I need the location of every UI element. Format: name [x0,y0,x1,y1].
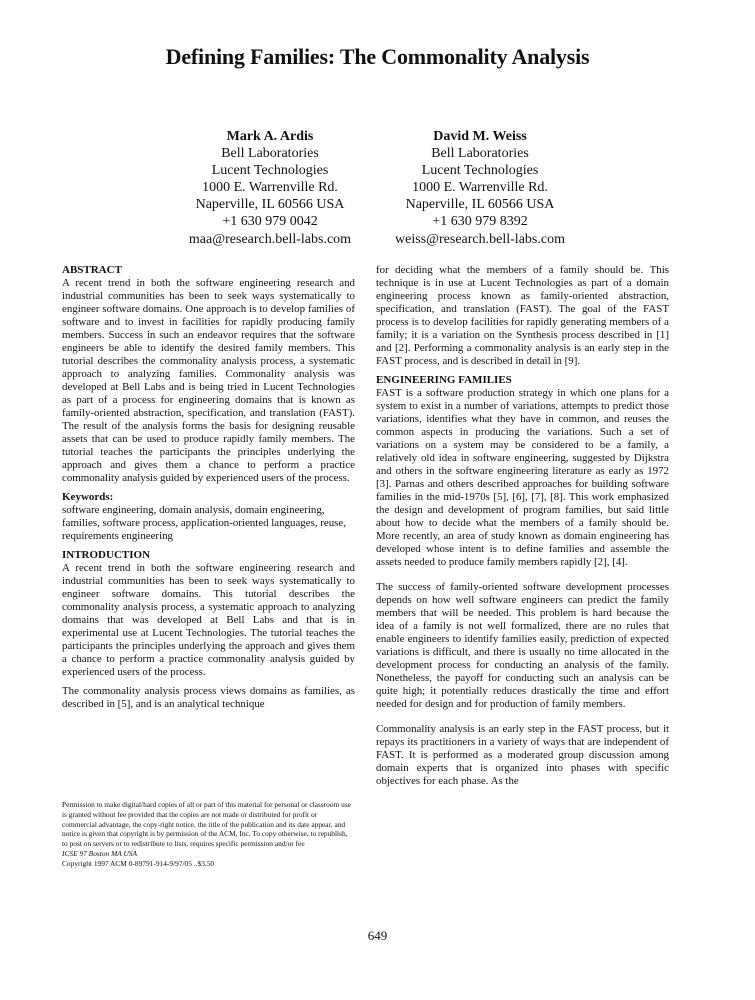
keywords-text: software engineering, domain analysis, domain engineering, families, software process, application-oriented languages, reuse, requirements engineering [62,504,346,542]
engineering-families-paragraph: FAST is a software production strategy in which one plans for a system to exist in a number of variations, attempts to predict those variations, identifies what they have in common, and reuses the common aspects in producing the variations. Such a set of variations on a system may be considered to be a family, a relatively old idea in software engineering, suggested by Dijkstra and others in the software engineering literature as early as 1972 [3]. Parnas and others described approaches for building software families in the mid-1970s [5], [6], [7], [8]. This work emphasized the design and development of program families, but said little about how to decide what the members of a family should be. More recently, an area of study known as domain engineering has developed whose intent is to define families and assemble the assets needed to produce family members rapidly [2], [4]. [376,387,669,568]
right-intro-section [376,264,669,368]
keywords-heading: Keywords: [62,491,114,503]
author-org: Bell Laboratories [431,146,529,162]
author-email: weiss@research.bell-labs.com [395,231,565,247]
author-city: Naperville, IL 60566 USA [405,197,555,213]
paper-title: Defining Families: The Commonality Analysis [165,44,590,69]
author-street: 1000 E. Warrenville Rd. [202,180,338,196]
introduction-heading: INTRODUCTION [62,549,151,561]
engineering-families-heading: ENGINEERING FAMILIES [376,374,512,386]
author-phone: +1 630 979 0042 [222,214,318,230]
abstract-heading: ABSTRACT [62,264,122,276]
author-city: Naperville, IL 60566 USA [195,197,345,213]
author-company: Lucent Technologies [421,163,539,179]
introduction-paragraph: A recent trend in both the software engineering research and industrial communities has been to seek ways systematically to engineer software domains. This tutorial describes the commonality analysis process, a systematic approach to analyzing domains that was developed at Bell Labs and that is in experimental use at Lucent Technologies. The tutorial teaches the participants the principles underlying the approach and gives them a chance to perform a practice commonality analysis guided by experienced users of the process. [62,562,355,678]
author-org: Bell Laboratories [221,146,319,162]
permission-text: Permission to make digital/hard copies of all or part of this material for personal or classroom use is granted without fee provided that the copies are not made or distributed for profit or commercial advantage, the copy-right notice, the title of the publication and its date appear, and notice is given that copyright is by permission of the ACM, Inc. To copy otherwise, to republish, to post on servers or to redistribute to lists, requires specific permission and/or fee [62,800,351,849]
abstract-text: A recent trend in both the software engineering research and industrial communities has been to seek ways systematically to engineer software domains. One approach is to develop families of software and to invest in facilities for rapidly producing family members. Success in such an endeavor requires that the software engineers be able to identify the desired family members. This tutorial describes the commonality analysis process, a systematic approach to analyzing families. Commonality analysis was developed at Bell Labs and is being tried in Lucent Technologies as part of a process for engineering domains that is known as family-oriented abstraction, specification, and translation (FAST). The result of the analysis forms the basis for designing reusable assets that can be used to produce rapidly family members. The tutorial teaches the participants the principles underlying the approach and gives them a chance to perform a practice commonality analysis guided by experienced users of the process. [62,277,355,484]
page-number: 649 [367,928,388,943]
engineering-families-paragraph: The success of family-oriented software development processes depends on how well software engineers can predict the family members that will be needed. This problem is hard because the idea of a family is not well formalized, there are no rules that enable engineers to identify families easily, prediction of expected variations is difficult, and there is usually no time allocated in the development process for conducting an analysis of the family. Nonetheless, the payoff for conducting such an analysis can be quite high; it potentially reduces drastically the time and effort needed for design and for production of family members. [376,581,669,710]
author-company: Lucent Technologies [211,163,329,179]
introduction-section [62,549,355,711]
copyright-line: Copyright 1997 ACM 0-89791-914-9/97/05 ..$3.50 [62,858,215,868]
author-name: Mark A. Ardis [226,129,314,144]
right-intro-paragraph: for deciding what the members of a family should be. This technique is in use at Lucent Technologies as part of a domain engineering process known as family-oriented abstraction, specification, and translation (FAST). The goal of the FAST process is to develop facilities for rapidly generating members of a family; it is a variation on the Synthesis process described in [1] and [2]. Performing a commonality analysis is an early step in the FAST process, and is described in detail in [9]. [376,264,669,367]
engineering-families-section [376,374,669,788]
introduction-paragraph: The commonality analysis process views domains as families, as described in [5], and is an analytical technique [62,685,355,710]
author-weiss [340,128,620,248]
author-street: 1000 E. Warrenville Rd. [412,180,548,196]
author-phone: +1 630 979 8392 [432,214,528,230]
author-email: maa@research.bell-labs.com [188,231,352,247]
conference-line: ICSE 97 Boston MA USA [62,848,137,858]
author-name: David M. Weiss [433,129,527,144]
left-column [62,264,355,711]
keywords-section [62,491,355,543]
abstract-section [62,264,355,485]
permission-notice [62,800,352,869]
right-column [376,264,669,788]
engineering-families-paragraph: Commonality analysis is an early step in the FAST process, but it repays its practitioners in a variety of ways that are independent of FAST. It is performed as a moderated group discussion among domain experts that is organized into phases with specific objectives for each phase. As the [376,723,669,787]
